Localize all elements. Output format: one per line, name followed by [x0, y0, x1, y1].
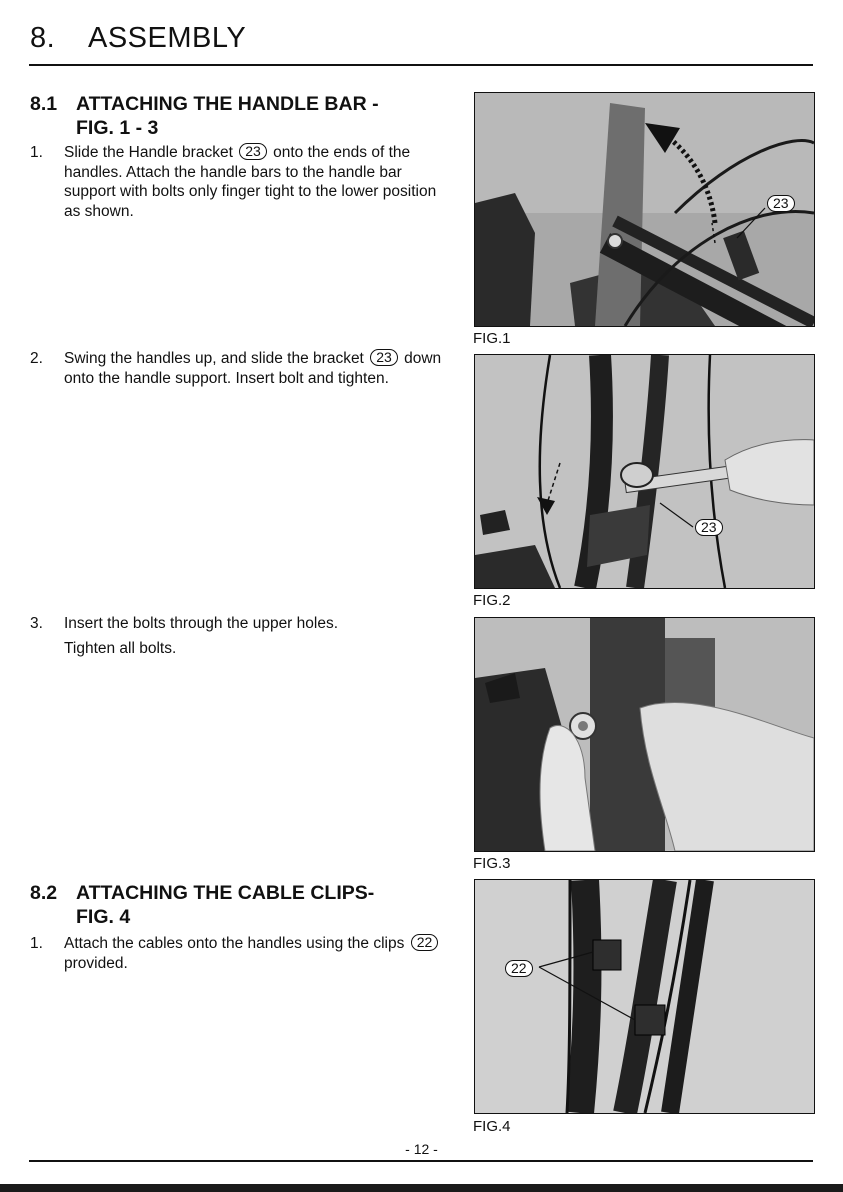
section-title-line2: FIG. 1 - 3 — [76, 117, 159, 139]
callout-22: 22 — [505, 960, 533, 977]
step-text-post: provided. — [64, 954, 128, 972]
figure-1-caption: FIG.1 — [473, 330, 511, 347]
bottom-edge-bar — [0, 1184, 843, 1192]
header-rule — [29, 64, 813, 66]
section-heading-8-1 — [30, 92, 379, 140]
section-number: 8.2 — [30, 882, 58, 904]
figure-2-caption: FIG.2 — [473, 592, 511, 609]
step-text-post: down onto the handle support. Insert bolt and tighten. — [64, 350, 442, 387]
section-title-line2: FIG. 4 — [76, 906, 131, 928]
step-number: 2. — [30, 350, 43, 367]
callout-22: 22 — [411, 934, 439, 951]
step-text-line1: Insert the bolts through the upper holes. — [64, 615, 339, 632]
step-3 — [30, 614, 450, 664]
page-number: - 12 - — [405, 1141, 438, 1157]
step-1 — [30, 143, 450, 223]
figure-3-caption: FIG.3 — [473, 855, 511, 872]
chapter-number: 8. — [30, 22, 56, 54]
step-text — [64, 934, 452, 973]
step-number: 3. — [30, 615, 43, 632]
footer-rule — [29, 1160, 813, 1162]
callout-23: 23 — [239, 143, 267, 160]
chapter-title: ASSEMBLY — [88, 22, 247, 54]
step-text-post: onto the ends of the handles. Attach the handle bars to the handle bar support with bolts only finger tight to the lower position as shown. — [64, 144, 437, 220]
figure-2-photo — [474, 354, 815, 589]
step-text — [64, 143, 452, 221]
section-number: 8.1 — [30, 93, 58, 115]
step-2 — [30, 349, 450, 409]
figure-4-photo — [474, 879, 815, 1114]
step-text-pre: Slide the Handle bracket — [64, 144, 233, 161]
step-number: 1. — [30, 144, 43, 161]
section-title-line1: ATTACHING THE CABLE CLIPS- — [76, 882, 375, 904]
step-text-line2: Tighten all bolts. — [64, 639, 177, 657]
callout-23: 23 — [767, 195, 795, 212]
figure-1-photo — [474, 92, 815, 327]
step-text-pre: Attach the cables onto the handles using the clips — [64, 935, 405, 952]
section-title-line1: ATTACHING THE HANDLE BAR - — [76, 93, 379, 115]
step-1-cable-clips — [30, 934, 450, 979]
chapter-heading — [30, 22, 246, 55]
step-number: 1. — [30, 935, 43, 952]
section-heading-8-2 — [30, 881, 374, 929]
figure-3-photo — [474, 617, 815, 852]
callout-23: 23 — [695, 519, 723, 536]
step-text-pre: Swing the handles up, and slide the bracket — [64, 350, 364, 367]
step-text — [64, 614, 452, 658]
callout-23: 23 — [370, 349, 398, 366]
figure-4-caption: FIG.4 — [473, 1118, 511, 1135]
step-text — [64, 349, 452, 388]
